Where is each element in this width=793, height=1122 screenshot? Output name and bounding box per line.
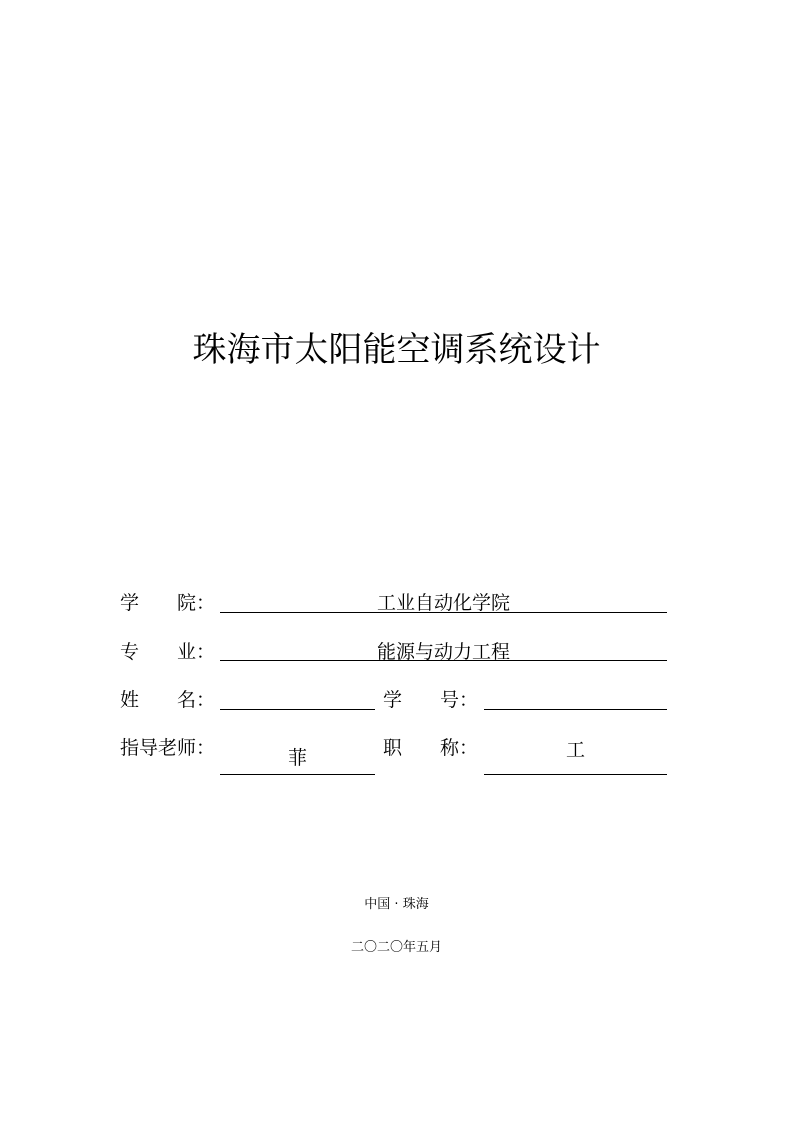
advisor-label: 指导老师： <box>120 737 216 759</box>
advisor-value: 菲 <box>287 747 307 769</box>
name-underline <box>220 709 375 710</box>
student-id-underline <box>484 709 667 710</box>
advisor-underline <box>220 774 375 775</box>
college-underline <box>220 612 667 613</box>
thesis-title: 珠海市太阳能空调系统设计 <box>192 330 601 370</box>
major-underline <box>220 660 667 661</box>
job-title-label: 职 称： <box>383 737 479 759</box>
name-label: 姓 名： <box>120 689 216 711</box>
major-label: 专 业： <box>120 641 216 663</box>
footer-place: 中国 · 珠海 <box>364 897 429 912</box>
major-value: 能源与动力工程 <box>376 641 510 663</box>
student-id-label: 学 号： <box>383 689 479 711</box>
job-title-value: 工 <box>565 739 585 761</box>
footer-date: 二〇二〇年五月 <box>350 940 442 955</box>
job-title-underline <box>484 774 667 775</box>
college-value: 工业自动化学院 <box>376 592 510 614</box>
college-label: 学 院： <box>120 592 216 614</box>
